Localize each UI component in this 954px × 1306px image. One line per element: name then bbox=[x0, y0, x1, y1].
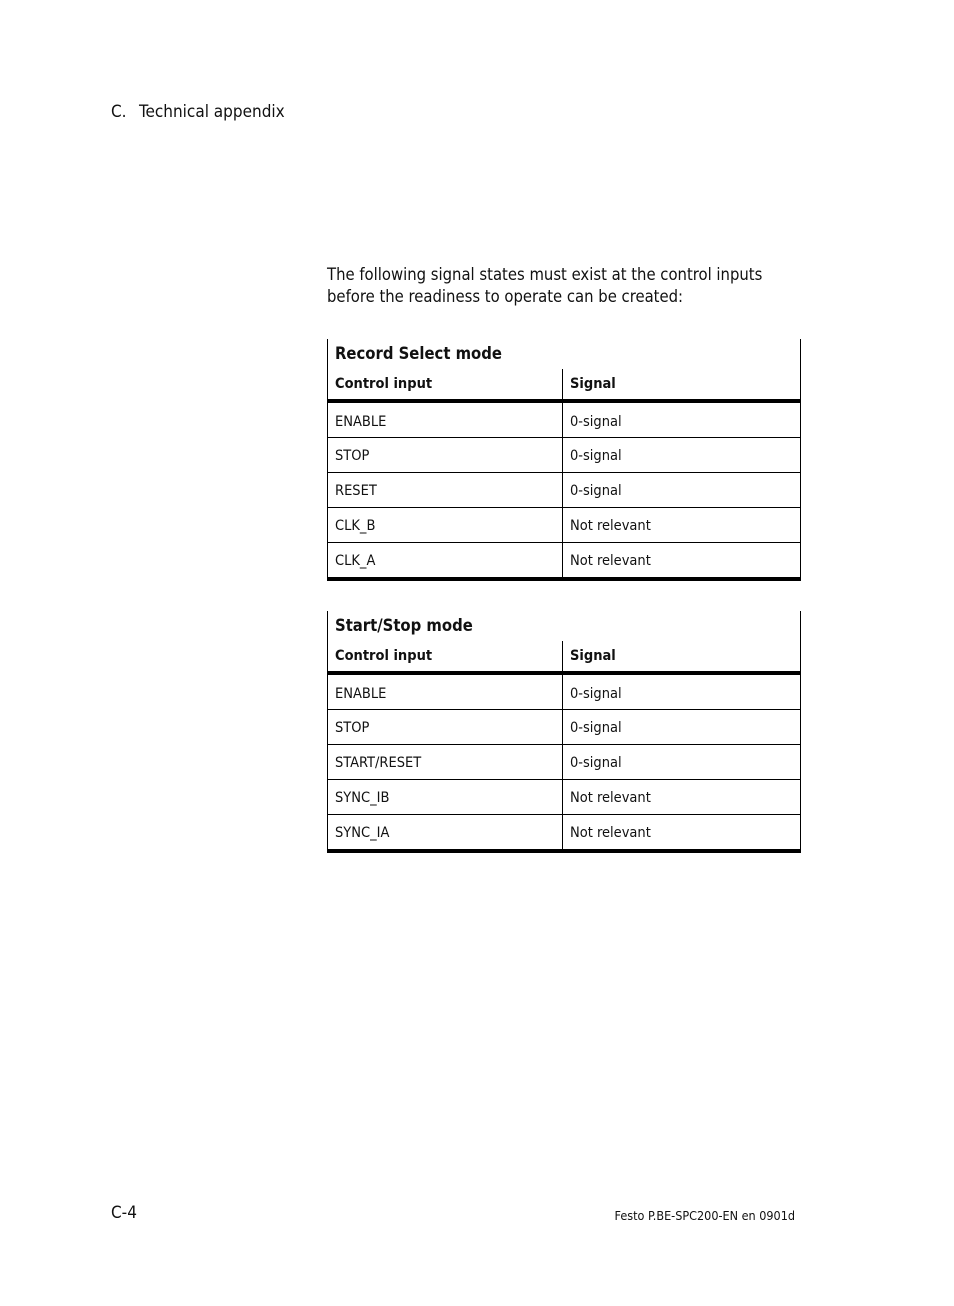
start-stop-mode-table bbox=[327, 611, 801, 853]
signal-cell: 0-signal bbox=[570, 720, 622, 736]
control-input-cell: STOP bbox=[328, 438, 563, 472]
column-header-control-input: Control input bbox=[328, 369, 563, 399]
table-title: Record Select mode bbox=[335, 344, 502, 363]
control-input-cell: START/RESET bbox=[328, 745, 563, 779]
page-header bbox=[111, 100, 285, 124]
table-row bbox=[328, 745, 800, 780]
column-header-signal: Signal bbox=[570, 376, 616, 392]
table-header-row bbox=[328, 641, 800, 675]
table-row bbox=[328, 543, 800, 581]
signal-cell: 0-signal bbox=[570, 686, 622, 702]
control-input-cell: SYNC_IA bbox=[328, 815, 563, 849]
table-title: Start/Stop mode bbox=[335, 616, 473, 635]
column-header-signal: Signal bbox=[570, 648, 616, 664]
control-input-cell: ENABLE bbox=[328, 675, 563, 709]
table-row bbox=[328, 403, 800, 438]
record-select-mode-table bbox=[327, 339, 801, 581]
control-input-cell: RESET bbox=[328, 473, 563, 507]
column-header-control-input: Control input bbox=[328, 641, 563, 671]
table-row bbox=[328, 508, 800, 543]
chapter-number: C. bbox=[111, 102, 127, 122]
page-number: C-4 bbox=[111, 1203, 137, 1223]
control-input-cell: ENABLE bbox=[328, 403, 563, 437]
control-input-cell: CLK_A bbox=[328, 543, 563, 577]
control-input-cell: CLK_B bbox=[328, 508, 563, 542]
chapter-title: Technical appendix bbox=[139, 102, 285, 122]
signal-cell: Not relevant bbox=[570, 790, 651, 806]
document-info: Festo P.BE-SPC200-EN en 0901d bbox=[614, 1208, 795, 1223]
table-row bbox=[328, 675, 800, 710]
signal-cell: Not relevant bbox=[570, 825, 651, 841]
table-row bbox=[328, 710, 800, 745]
signal-cell: 0-signal bbox=[570, 414, 622, 430]
signal-cell: 0-signal bbox=[570, 483, 622, 499]
table-row bbox=[328, 815, 800, 853]
control-input-cell: STOP bbox=[328, 710, 563, 744]
signal-cell: Not relevant bbox=[570, 553, 651, 569]
signal-cell: Not relevant bbox=[570, 518, 651, 534]
signal-cell: 0-signal bbox=[570, 755, 622, 771]
table-header-row bbox=[328, 369, 800, 403]
table-row bbox=[328, 780, 800, 815]
signal-cell: 0-signal bbox=[570, 448, 622, 464]
control-input-cell: SYNC_IB bbox=[328, 780, 563, 814]
table-row bbox=[328, 473, 800, 508]
table-row bbox=[328, 438, 800, 473]
intro-paragraph: The following signal states must exist at the control inputs before the readiness to operate can be created: bbox=[327, 265, 763, 306]
